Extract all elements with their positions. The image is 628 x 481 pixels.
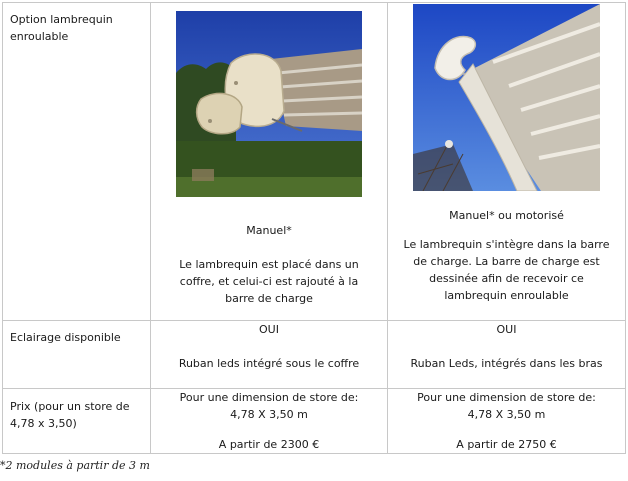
lighting-answer-2: OUI [496, 323, 517, 336]
row-option [3, 3, 626, 321]
manual-cassette-image [176, 11, 362, 197]
manual-desc-text: Le lambrequin est placé dans un coffre, et celui-ci est rajouté à la barre de charge [179, 258, 359, 305]
row-label-option [3, 3, 151, 321]
price-value-2: A partir de 2750 € [456, 438, 557, 451]
cell-option-integrated [388, 3, 626, 321]
option-label: Option lambrequin enroulable [10, 13, 113, 43]
price-label: Prix (pour un store de 4,78 x 3,50) [10, 400, 130, 430]
price-value-1: A partir de 2300 € [218, 438, 320, 451]
cell-option-manual [151, 3, 388, 321]
integrated-front-bar-photo [413, 4, 600, 191]
lighting-label: Eclairage disponible [10, 331, 121, 344]
cell-price-integrated [388, 389, 626, 454]
integrated-mode-text: Manuel* ou motorisé [449, 209, 564, 222]
comparison-table [2, 2, 626, 454]
row-label-lighting [3, 321, 151, 389]
cell-lighting-integrated [388, 321, 626, 389]
manual-cassette-photo [176, 11, 362, 197]
cell-price-manual [151, 389, 388, 454]
lighting-desc-2: Ruban Leds, intégrés dans les bras [410, 357, 603, 370]
lighting-desc-1: Ruban leds intégré sous le coffre [178, 357, 360, 370]
row-price [3, 389, 626, 454]
price-dimension-1: Pour une dimension de store de: 4,78 X 3,50 m [179, 391, 359, 421]
footnote: *2 modules à partir de 3 m [0, 459, 150, 472]
cell-lighting-manual [151, 321, 388, 389]
integrated-desc-text: Le lambrequin s'intègre dans la barre de charge. La barre de charge est dessinée afin de recevoir ce lambrequin enroulable [403, 238, 610, 302]
price-dimension-2: Pour une dimension de store de: 4,78 X 3,50 m [417, 391, 596, 421]
row-label-price [3, 389, 151, 454]
lighting-answer-1: OUI [259, 323, 279, 336]
row-lighting [3, 321, 626, 389]
integrated-front-bar-image [413, 4, 600, 191]
manual-mode-text: Manuel* [246, 224, 292, 237]
